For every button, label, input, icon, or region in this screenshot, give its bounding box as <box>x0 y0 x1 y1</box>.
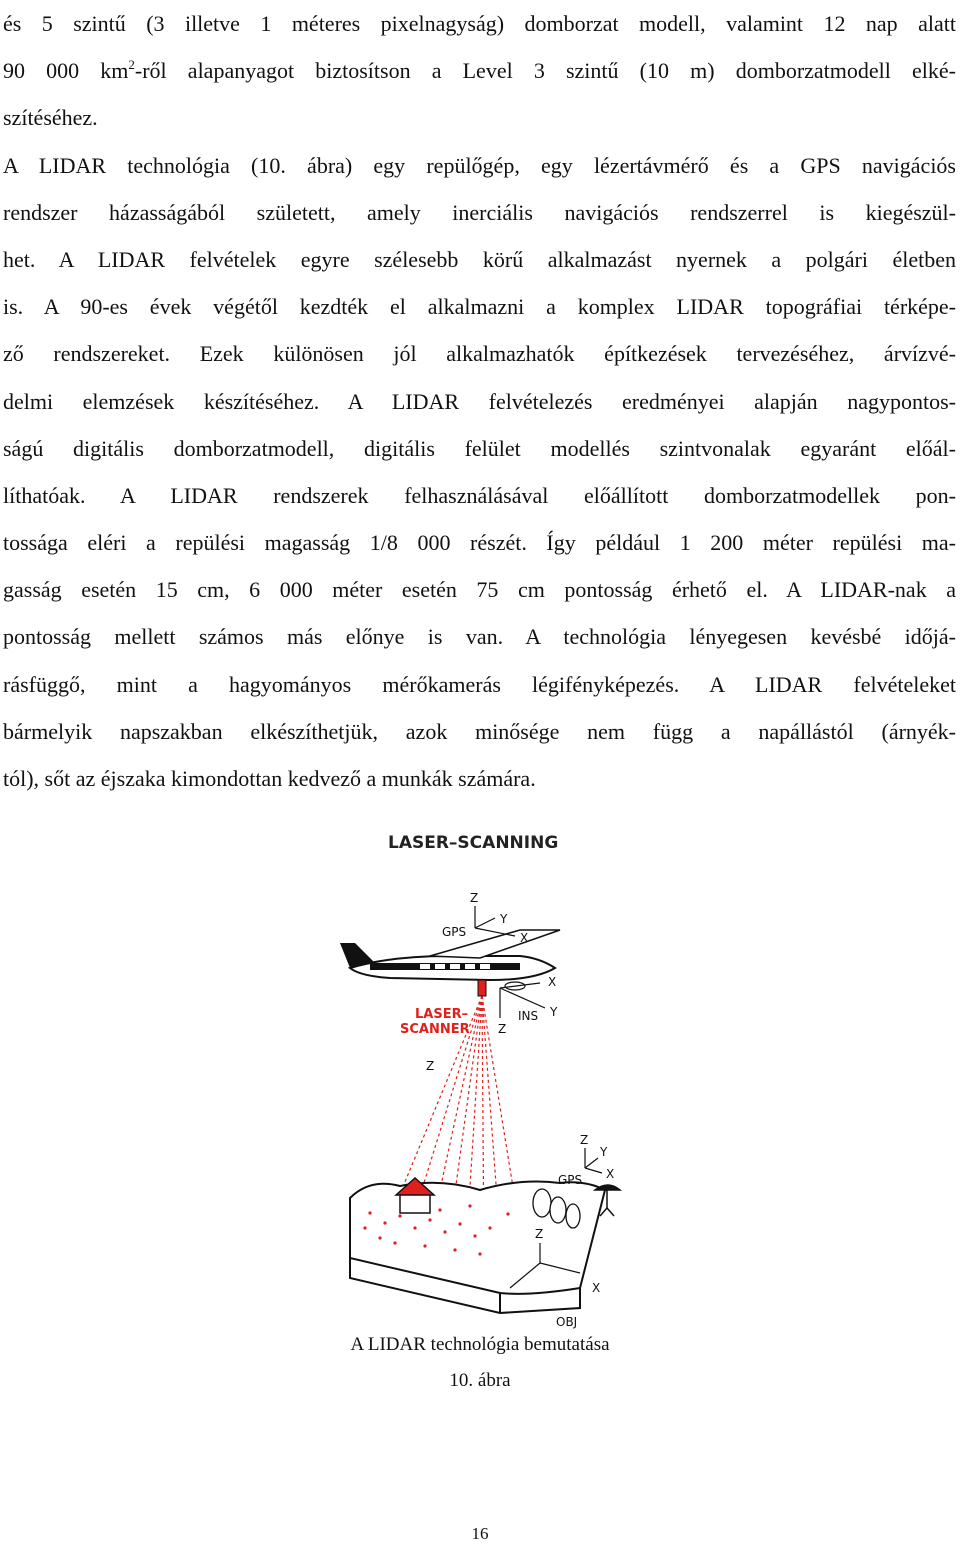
label-x-obj: X <box>592 1281 601 1295</box>
text-line: pontosság mellett számos más előnye is van. A technológia lényegesen kevésbé időjá- <box>3 624 956 650</box>
label-scanner: SCANNER <box>400 1022 470 1037</box>
text-line: tossága eléri a repülési magasság 1/8 000 részét. Így például 1 200 méter repülési ma- <box>3 530 956 556</box>
text-line: rásfüggő, mint a hagyományos mérőkamerás légifényképezés. A LIDAR felvételeket <box>3 671 956 697</box>
text-fragment: -ről alapanyagot biztosítson a Level 3 szintű (10 m) domborzatmodell elké- <box>134 58 956 84</box>
label-z-ground: Z <box>426 1059 435 1073</box>
text-line: het. A LIDAR felvételek egyre szélesebb körű alkalmazást nyernek a polgári életben <box>3 246 956 272</box>
text-line: szítéséhez. <box>3 105 98 131</box>
label-z-gps: Z <box>580 1133 589 1147</box>
figure-title: LASER–SCANNING <box>388 833 559 853</box>
text-line: ságú digitális domborzatmodell, digitális felület modellés szintvonalak egyaránt előál- <box>3 435 956 461</box>
text-line: bármelyik napszakban elkészíthetjük, azok minősége nem függ a napállástól (árnyék- <box>3 718 956 744</box>
label-z-ins: Z <box>498 1022 507 1036</box>
figure-number: 10. ábra <box>449 1370 511 1391</box>
figure-caption: A LIDAR technológia bemutatása <box>350 1334 610 1355</box>
text-line: is. A 90-es évek végétől kezdték el alkalmazni a komplex LIDAR topográfiai térképe- <box>3 294 956 320</box>
text-line: rendszer házasságából született, amely inerciális navigációs rendszerrel is kiegészül- <box>3 199 956 225</box>
label-laser: LASER– <box>415 1007 469 1022</box>
label-y-plane: Y <box>500 912 508 926</box>
label-y-ground: Y <box>600 1145 608 1159</box>
label-x-ground: X <box>606 1167 615 1181</box>
page-number: 16 <box>471 1524 489 1543</box>
text-line: ző rendszereket. Ezek különösen jól alkalmazhatók építkezések tervezéséhez, árvízvé- <box>3 341 956 367</box>
text-line: delmi elemzések készítéséhez. A LIDAR felvételezés eredményei alapján nagypontos- <box>3 388 956 414</box>
label-z-obj: Z <box>535 1227 544 1241</box>
body-text <box>3 0 956 802</box>
text-line: tól), sőt az éjszaka kimondottan kedvező a munkák számára. <box>3 766 536 791</box>
label-z-plane: Z <box>470 891 479 905</box>
label-gps-ground: GPS <box>558 1173 583 1187</box>
label-x-plane: X <box>520 931 529 945</box>
label-obj: OBJ <box>556 1315 578 1329</box>
text-line: A LIDAR technológia (10. ábra) egy repülőgép, egy lézertávmérő és a GPS navigációs <box>3 152 956 178</box>
lidar-illustration <box>330 818 630 1338</box>
label-ins: INS <box>518 1009 539 1023</box>
ground-block <box>350 1182 605 1313</box>
superscript: 2 <box>128 57 135 73</box>
label-gps-plane: GPS <box>442 925 467 939</box>
text-fragment: 90 000 km <box>3 58 129 84</box>
lidar-figure <box>330 818 630 1338</box>
label-y-ins: Y <box>550 1005 558 1019</box>
text-line <box>3 47 956 94</box>
text-line: líthatóak. A LIDAR rendszerek felhasználásával előállított domborzatmodellek pon- <box>3 482 956 508</box>
text-line: gasság esetén 15 cm, 6 000 méter esetén 75 cm pontosság érhető el. A LIDAR-nak a <box>3 577 956 603</box>
text-line: és 5 szintű (3 illetve 1 méteres pixelnagyság) domborzat modell, valamint 12 nap alatt <box>3 11 956 36</box>
label-x-ins: X <box>548 975 557 989</box>
